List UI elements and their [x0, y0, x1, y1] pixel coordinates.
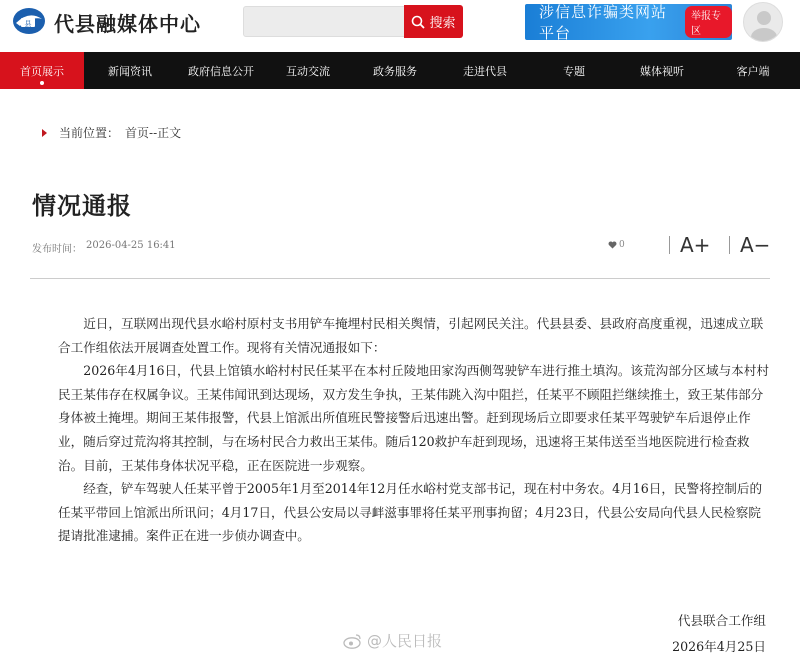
paragraph: 经查，铲车驾驶人任某平曾于2005年1月至2014年12月任水峪村党支部书记，现在村中务农。4月16日，民警将控制后的任某平带回上馆派出所讯问；4月17日，代县公安局以寻衅滋事罪将任某平刑事拘留；4月23日，代县公安局向代县人民检察院提请批准逮捕。案件正在进一步侦办调查中。	[58, 481, 763, 544]
breadcrumb-path[interactable]: 首页--正文	[125, 126, 182, 140]
weibo-icon	[343, 633, 363, 649]
publish-label: 发布时间：	[32, 244, 82, 255]
site-name[interactable]: 代县融媒体中心	[54, 12, 201, 36]
font-decrease-button[interactable]: A−	[740, 233, 771, 257]
nav-item-about[interactable]: 走进代县	[463, 64, 507, 78]
nav-item-media[interactable]: 媒体视听	[640, 64, 684, 78]
avatar[interactable]	[743, 2, 783, 42]
main-nav	[0, 52, 800, 89]
banner-text: 涉信息诈骗类网站平台	[539, 4, 668, 40]
publish-time: 2026-04-25 16:41	[86, 240, 176, 251]
divider	[669, 236, 670, 254]
breadcrumb	[42, 124, 181, 141]
nav-item-news[interactable]: 新闻资讯	[108, 64, 152, 78]
user-icon	[744, 3, 783, 42]
paragraph: 近日，互联网出现代县水峪村原村支书用铲车掩埋村民相关舆情，引起网民关注。代县县委、县政府高度重视，迅速成立联合工作组依法开展调查处置工作。现将有关情况通报如下：	[58, 316, 764, 355]
breadcrumb-prefix: 当前位置：	[59, 126, 120, 140]
watermark	[343, 630, 442, 651]
breadcrumb-arrow-icon	[42, 129, 47, 137]
heart-icon	[608, 241, 617, 249]
signature-date: 2026年4月25日	[672, 639, 766, 654]
paragraph: 2026年4月16日，代县上馆镇水峪村村民任某平在本村丘陵地田家沟西侧驾驶铲车进行推土填沟。该荒沟部分区域与本村村民王某伟存在权属争议。王某伟闻讯到达现场，双方发生争执，王某伟跳入沟中阻拦，任某平不顾阻拦继续推土，致王某伟部分身体被土掩埋。期间王某伟报警，代县上馆派出所值班民警接警后迅速出警。赶到现场后立即要求任某平驾驶铲车后退停止作业，随后穿过荒沟将其控制，与在场村民合力救出王某伟。随后120救护车赶到现场，迅速将王某伟送至当地医院进行检查救治。目前，王某伟身体状况平稳，正在医院进一步观察。	[58, 363, 769, 473]
divider	[729, 236, 730, 254]
nav-item-interaction[interactable]: 互动交流	[286, 64, 330, 78]
font-increase-button[interactable]: A+	[680, 233, 711, 257]
nav-item-home[interactable]: 首页展示	[0, 52, 84, 89]
search-icon	[411, 15, 425, 29]
banner-badge: 举报专区	[685, 6, 732, 38]
site-header	[0, 0, 800, 50]
search-input[interactable]	[243, 6, 405, 37]
article-body	[58, 312, 770, 548]
report-banner[interactable]	[525, 4, 732, 40]
svg-text:县: 县	[24, 20, 32, 28]
search-button-label: 搜索	[429, 16, 456, 31]
logo-icon[interactable]	[12, 6, 46, 36]
watermark-text: @人民日报	[367, 632, 443, 650]
signature-org: 代县联合工作组	[677, 613, 766, 628]
nav-item-topics[interactable]: 专题	[563, 64, 585, 78]
nav-item-services[interactable]: 政务服务	[373, 64, 417, 78]
divider	[30, 278, 770, 279]
like-count: 0	[619, 240, 625, 250]
publish-meta	[32, 240, 176, 255]
nav-item-gov-info[interactable]: 政府信息公开	[188, 64, 254, 78]
search-button[interactable]	[404, 5, 463, 38]
like-button[interactable]	[608, 240, 625, 250]
nav-item-app[interactable]: 客户端	[736, 64, 770, 78]
page-title: 情况通报	[32, 191, 132, 220]
